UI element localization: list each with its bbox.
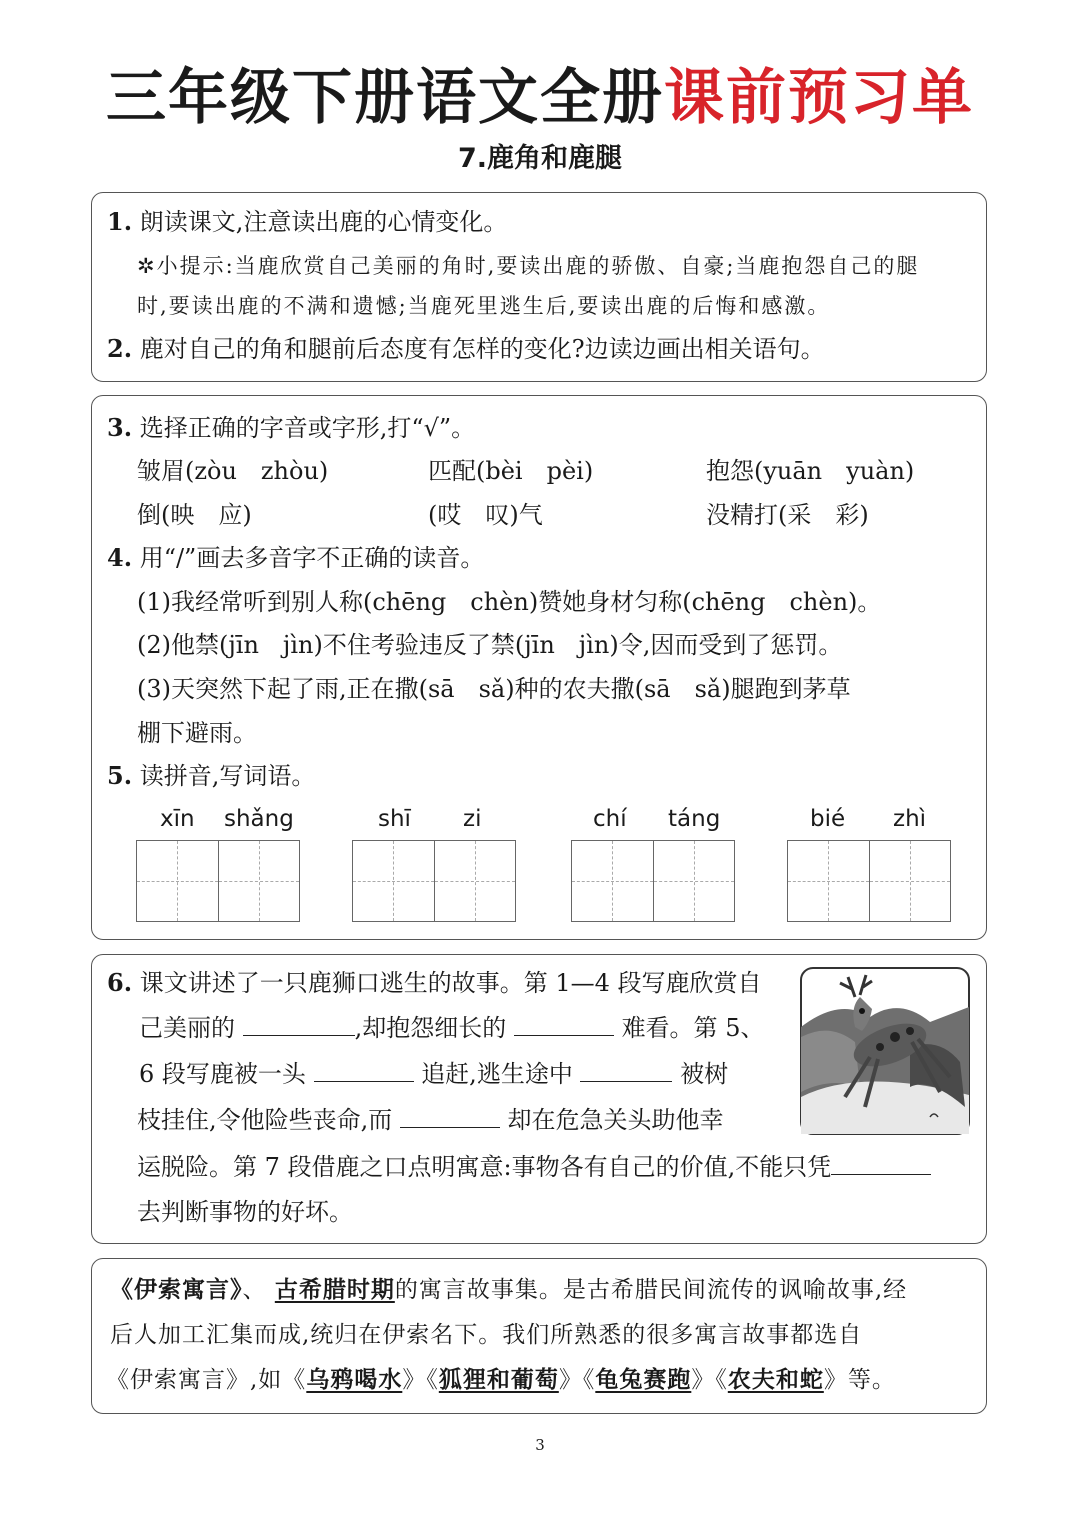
question-3 [107,413,475,443]
q6-line-1: 课文讲述了一只鹿狮口逃生的故事。第 1—4 段写鹿欣赏自 [139,969,762,997]
pinyin: bié [810,806,846,832]
q6-text: 追赶,逃生途中 [421,1060,573,1088]
pinyin: shǎng [224,806,294,832]
q6-text: 6 段写鹿被一头 [139,1060,306,1088]
tip-line-1: ✲小提示:当鹿欣赏自己美丽的角时,要读出鹿的骄傲、自豪;当鹿抱怨自己的腿 [137,254,920,278]
fable-title: 乌鸦喝水 [306,1367,403,1393]
answer-blank[interactable] [314,1059,414,1082]
info-text: 》等。 [823,1367,896,1393]
fable-title: 农夫和蛇 [727,1367,824,1393]
q3-text: 选择正确的字音或字形,打“√”。 [139,414,476,442]
info-text: 、 [242,1277,267,1303]
info-text: 《伊索寓言》,如《 [106,1367,307,1393]
pinyin: shī [378,806,411,832]
question-4 [107,543,484,573]
q6-text: 枝挂住,令他险些丧命,而 [137,1106,393,1134]
q4-line: (2)他禁(jīn jìn)不住考验违反了禁(jīn jìn)令,因而受到了惩罚。 [137,631,843,659]
q6-number: 6. [107,968,133,997]
q6-text: 己美丽的 [139,1014,235,1042]
pinyin: zi [463,806,482,832]
answer-blank[interactable] [400,1105,500,1128]
q6-line-3 [139,1059,728,1089]
q3-item: (哎 叹)气 [428,501,543,529]
q2-text: 鹿对自己的角和腿前后态度有怎样的变化?边读边画出相关语句。 [139,335,825,363]
writing-grid[interactable] [571,840,735,922]
worksheet-title [0,62,1080,134]
info-line-1 [110,1275,907,1305]
q6-line-4 [137,1105,724,1135]
q3-item: 皱眉(zòu zhòu) [137,457,329,485]
tip-line-2: 时,要读出鹿的不满和遗憾;当鹿死里逃生后,要读出鹿的后悔和感激。 [137,294,831,318]
question-2 [107,334,825,364]
q6-text: 却在危急关头助他幸 [507,1106,724,1134]
question-1 [107,207,507,237]
book-title: 《伊索寓言》 [110,1277,243,1303]
q3-item: 倒(映 应) [137,501,252,529]
q1-number: 1. [107,207,133,236]
lesson-subtitle: 7.鹿角和鹿腿 [457,143,623,174]
answer-blank[interactable] [243,1013,355,1036]
q4-number: 4. [107,543,133,572]
answer-blank[interactable] [514,1013,614,1036]
q6-line-5 [137,1152,931,1182]
title-highlight: 课前预习单 [664,63,974,133]
title-main: 三年级下册语文全册 [106,63,664,133]
pinyin: xīn [160,806,195,832]
q6-line-2 [139,1013,764,1043]
fable-title: 狐狸和葡萄 [438,1367,559,1393]
q6-line-6: 去判断事物的好坏。 [137,1198,353,1226]
pinyin: chí [593,806,627,832]
page-number: 3 [535,1436,545,1454]
pinyin: táng [668,806,721,832]
q6-text: ,却抱怨细长的 [354,1014,507,1042]
answer-blank[interactable] [580,1059,672,1082]
q2-number: 2. [107,334,133,363]
q5-number: 5. [107,761,133,790]
q3-item: 没精打(采 彩) [706,501,869,529]
answer-blank[interactable] [831,1152,931,1175]
question-6 [107,968,762,998]
info-line-3: 《伊索寓言》,如《乌鸦喝水》《狐狸和葡萄》《龟兔赛跑》《农夫和蛇》等。 [106,1367,896,1393]
q6-text: 被树 [680,1060,729,1088]
deer-illustration [800,967,970,1135]
q3-item: 匹配(bèi pèi) [428,457,594,485]
period-keyword: 古希腊时期 [274,1277,395,1303]
q1-text: 朗读课文,注意读出鹿的心情变化。 [139,208,508,236]
q3-number: 3. [107,413,133,442]
writing-grid[interactable] [136,840,300,922]
q6-text: 难看。第 5、 [621,1014,765,1042]
info-line-2: 后人加工汇集而成,统归在伊索名下。我们所熟悉的很多寓言故事都选自 [110,1322,863,1348]
q4-line: 棚下避雨。 [137,719,257,747]
pinyin: zhì [893,806,927,832]
question-5 [107,761,315,791]
q4-line: (1)我经常听到别人称(chēng chèn)赞她身材匀称(chēng chèn)。 [137,588,882,616]
q4-line: (3)天突然下起了雨,正在撒(sā sǎ)种的农夫撒(sā sǎ)腿跑到茅草 [137,675,851,703]
q6-text: 运脱险。第 7 段借鹿之口点明寓意:事物各有自己的价值,不能只凭 [137,1153,832,1181]
writing-grid[interactable] [787,840,951,922]
info-text: 的寓言故事集。是古希腊民间流传的讽喻故事,经 [394,1277,908,1303]
q4-text: 用“/”画去多音字不正确的读音。 [139,544,485,572]
q5-text: 读拼音,写词语。 [139,762,316,790]
q3-item: 抱怨(yuān yuàn) [706,457,915,485]
writing-grid[interactable] [352,840,516,922]
fable-title: 龟兔赛跑 [595,1367,692,1393]
